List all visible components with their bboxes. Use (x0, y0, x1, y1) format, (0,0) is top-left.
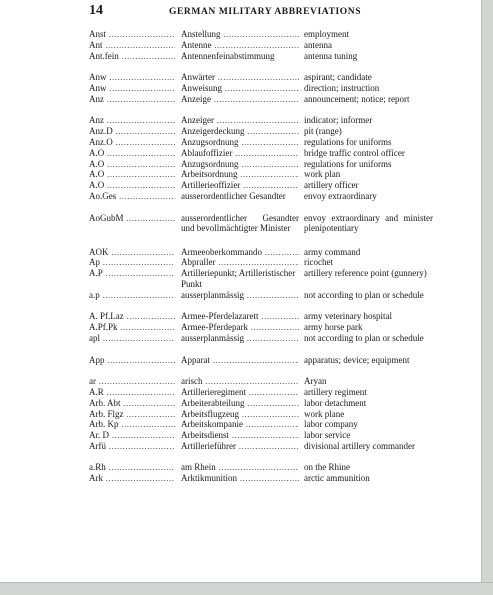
english-meaning: artillery regiment (304, 386, 367, 397)
german-term: Artillerieregiment ..... (181, 387, 299, 398)
abbreviation: A.R ..... (89, 387, 175, 398)
german-term: Anweisung ..... (181, 83, 299, 94)
english-meaning: aspirant; candidate (304, 72, 372, 83)
abbreviation: A. Pf.Laz ..... (89, 311, 175, 322)
list-item (0, 441, 481, 463)
english-meaning: Aryan (304, 376, 327, 387)
list-item (0, 115, 481, 126)
english-meaning: work plane (304, 408, 345, 419)
list-item (0, 51, 481, 73)
abbreviation: Anw ..... (89, 83, 175, 94)
german-term: Anstellung ..... (181, 29, 299, 40)
abbreviation-list (0, 29, 481, 484)
german-term: Arbeitsdienst ..... (181, 430, 299, 441)
list-item (0, 322, 481, 333)
abbreviation: Arb. Kp ..... (89, 419, 175, 430)
abbreviation: Arb. Abt ..... (89, 398, 175, 409)
abbreviation: Anw ..... (89, 72, 175, 83)
abbreviation: A.O ..... (89, 169, 175, 180)
english-meaning: labor company (304, 419, 358, 430)
english-meaning: army veterinary hospital (304, 311, 392, 322)
german-term: Anzeiger ..... (181, 115, 299, 126)
list-item (0, 148, 481, 159)
german-term: Anwärter ..... (181, 72, 299, 83)
german-term: Anzeige ..... (181, 94, 299, 105)
english-meaning: announcement; notice; report (304, 93, 410, 104)
list-item (0, 72, 481, 83)
english-meaning: army command (304, 246, 361, 257)
viewer-frame-right (481, 0, 493, 594)
abbreviation: Ap ..... (89, 257, 175, 268)
abbreviation: Ar. D ..... (89, 430, 175, 441)
abbreviation: Anz ..... (89, 115, 175, 126)
english-meaning: antenna (304, 39, 332, 50)
abbreviation: Arfü ..... (89, 441, 175, 452)
list-item (0, 268, 481, 290)
list-item (0, 430, 481, 441)
list-item (0, 159, 481, 170)
english-meaning: on the Rhine (304, 462, 350, 473)
german-term: Anzeigerdeckung ..... (181, 126, 299, 137)
list-item (0, 257, 481, 268)
german-term: Armee-Pferdelazarett ..... (181, 311, 299, 322)
list-item (0, 247, 481, 258)
list-item (0, 126, 481, 137)
list-item (0, 333, 481, 355)
list-item (0, 419, 481, 430)
abbreviation: Ark ..... (89, 473, 175, 484)
english-meaning: artillery officer (304, 180, 359, 191)
english-meaning: envoy extraordinary (304, 190, 377, 201)
abbreviation: AOK ..... (89, 247, 175, 258)
german-term: Antenne ..... (181, 40, 299, 51)
english-meaning: antenna tuning (304, 50, 358, 61)
german-term: Armee-Pferdepark ..... (181, 322, 299, 333)
list-item (0, 398, 481, 409)
english-meaning: labor service (304, 430, 351, 441)
list-item (0, 473, 481, 484)
german-term: arisch ..... (181, 376, 299, 387)
german-term: Armeeoberkommando ..... (181, 247, 299, 258)
german-term: ausserplanmässig ..... (181, 290, 299, 301)
abbreviation: A.O ..... (89, 180, 175, 191)
list-item (0, 191, 481, 213)
abbreviation: a.Rh ..... (89, 462, 175, 473)
list-item (0, 40, 481, 51)
list-item (0, 213, 481, 247)
english-meaning: bridge traffic control officer (304, 147, 405, 158)
running-head: GERMAN MILITARY ABBREVIATIONS (169, 7, 362, 17)
abbreviation: Ant ..... (89, 40, 175, 51)
german-term: Artilleriepunkt; Artilleristischer Punkt (181, 268, 296, 289)
abbreviation: A.P ..... (89, 268, 175, 279)
viewer-frame-bottom (0, 582, 493, 595)
german-term: Artillerieführer ..... (181, 441, 299, 452)
german-term: Arbeitskompanie ..... (181, 419, 299, 430)
list-item (0, 137, 481, 148)
page-number: 14 (89, 3, 103, 18)
abbreviation: Ao.Ges ..... (89, 191, 175, 202)
english-meaning: ricochet (304, 257, 333, 268)
list-item (0, 180, 481, 191)
english-meaning: employment (304, 29, 349, 39)
german-term: Arbeitsflugzeug ..... (181, 409, 299, 420)
english-meaning: divisional artillery commander (304, 440, 415, 451)
german-term: Anzugsordnung ..... (181, 159, 299, 170)
english-meaning: not according to plan or schedule (304, 289, 424, 300)
german-term: ausserordentlicher Gesandter und bevollmächtigter Minister (181, 212, 299, 234)
abbreviation: a.p ..... (89, 290, 175, 301)
english-meaning: work plan (304, 169, 341, 180)
english-meaning: army horse park (304, 322, 363, 333)
english-meaning: direction; instruction (304, 82, 380, 93)
abbreviation: A.Pf.Pk ..... (89, 322, 175, 333)
german-term: Arbeitsordnung ..... (181, 169, 299, 180)
german-term: Ablaufoffizier ..... (181, 148, 299, 159)
list-item (0, 290, 481, 312)
abbreviation: Anst ..... (89, 29, 175, 40)
english-meaning: not according to plan or schedule (304, 332, 424, 343)
english-meaning: artillery reference point (gunnery) (304, 268, 427, 279)
abbreviation: apl ..... (89, 333, 175, 344)
german-term: am Rhein ..... (181, 462, 299, 473)
list-item (0, 83, 481, 94)
english-meaning: regulations for uniforms (304, 136, 392, 147)
english-meaning: apparatus; device; equipment (304, 354, 410, 365)
abbreviation: Anz ..... (89, 94, 175, 105)
german-term: ausserordentlicher Gesandter (181, 190, 286, 201)
abbreviation: Anz.D ..... (89, 126, 175, 137)
abbreviation: A.O ..... (89, 148, 175, 159)
list-item (0, 387, 481, 398)
abbreviation: Anz.O ..... (89, 137, 175, 148)
list-item (0, 355, 481, 377)
abbreviation: A.O ..... (89, 159, 175, 170)
german-term: Arbeiterabteilung ..... (181, 398, 299, 409)
list-item (0, 462, 481, 473)
german-term: Apparat ..... (181, 355, 299, 366)
german-term: Arktikmunition ..... (181, 473, 299, 484)
english-meaning: indicator; informer (304, 115, 373, 126)
list-item (0, 376, 481, 387)
german-term: Abpraller ..... (181, 257, 299, 268)
list-item (0, 29, 481, 40)
list-item (0, 94, 481, 116)
list-item (0, 169, 481, 180)
german-term: Artillerieoffizier ..... (181, 180, 299, 191)
list-item (0, 409, 481, 420)
abbreviation: Ant.fein ..... (89, 51, 175, 62)
abbreviation: ar ..... (89, 376, 175, 387)
abbreviation: AoGubM ..... (89, 213, 175, 224)
english-meaning: arctic ammunition (304, 473, 370, 484)
english-meaning: envoy extraordinary and minister plenipotentiary (304, 212, 433, 234)
german-term: Anzugsordnung ..... (181, 137, 299, 148)
list-item (0, 311, 481, 322)
english-meaning: labor detachment (304, 397, 367, 408)
english-meaning: pit (range) (304, 126, 342, 137)
abbreviation: App ..... (89, 355, 175, 366)
abbreviation: Arb. Flgz ..... (89, 409, 175, 420)
english-meaning: regulations for uniforms (304, 158, 392, 169)
german-term: ausserplanmässig ..... (181, 333, 299, 344)
german-term: Antennenfeinabstimmung (181, 50, 275, 61)
